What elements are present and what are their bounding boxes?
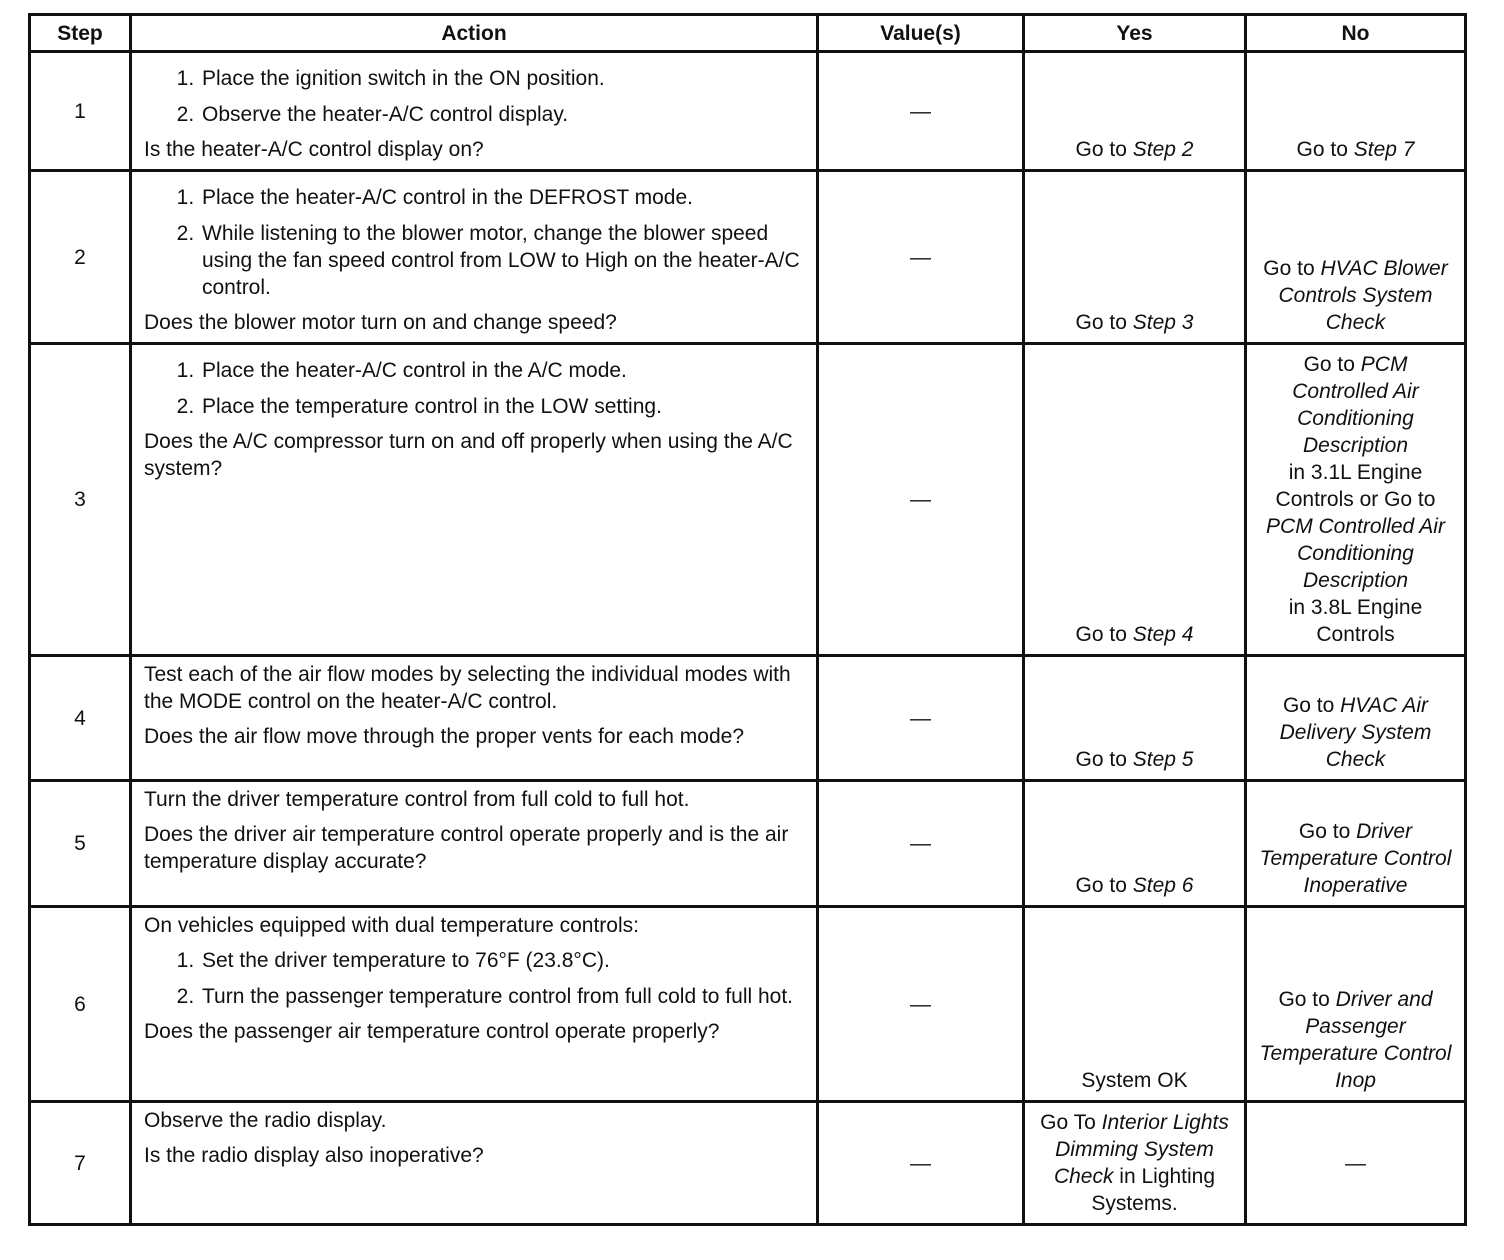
action-item: 1. Place the heater-A/C control in the DEFROST mode.: [200, 184, 804, 211]
action-cell: [131, 781, 818, 907]
no-prefix: Go to: [1263, 257, 1321, 280]
header-no: No: [1246, 15, 1466, 52]
step-number: 5: [30, 781, 131, 907]
yes-link[interactable]: Step 4: [1132, 623, 1194, 646]
action-question: Does the blower motor turn on and change speed?: [144, 311, 617, 334]
no-link[interactable]: HVAC Blower Controls System Check: [1278, 257, 1448, 334]
action-cell: [131, 171, 818, 344]
header-step: Step: [30, 15, 131, 52]
action-item: 1. Set the driver temperature to 76°F (23.8°C).: [200, 947, 804, 974]
table-row: [30, 344, 1466, 656]
no-cell: [1246, 171, 1466, 344]
no-cell: [1246, 907, 1466, 1102]
step-number: 6: [30, 907, 131, 1102]
action-item: 2. Place the temperature control in the LOW setting.: [200, 393, 804, 420]
yes-link[interactable]: Step 2: [1132, 138, 1194, 161]
yes-link[interactable]: Step 6: [1132, 874, 1194, 897]
no-cell: [1246, 656, 1466, 781]
action-item: 2. Turn the passenger temperature control from full cold to full hot.: [200, 983, 804, 1010]
action-list: [144, 184, 804, 301]
yes-link[interactable]: Step 3: [1132, 311, 1194, 334]
table-row: [30, 52, 1466, 171]
action-intro: On vehicles equipped with dual temperature controls:: [144, 914, 639, 937]
action-intro: Test each of the air flow modes by selecting the individual modes with the MODE control on the heater-A/C control.: [144, 663, 791, 713]
yes-cell: [1024, 781, 1246, 907]
table-row: [30, 171, 1466, 344]
no-prefix: Go to: [1282, 694, 1341, 717]
action-question: Does the air flow move through the proper vents for each mode?: [144, 725, 744, 748]
header-row: [30, 15, 1466, 52]
action-list: [144, 947, 804, 1010]
yes-prefix: Go To: [1040, 1111, 1102, 1134]
step-number: 1: [30, 52, 131, 171]
yes-prefix: Go to: [1075, 748, 1133, 771]
action-cell: [131, 656, 818, 781]
diagnostic-table: [28, 13, 1467, 1226]
action-intro: Turn the driver temperature control from full cold to full hot.: [144, 788, 690, 811]
yes-cell: [1024, 52, 1246, 171]
action-list: [144, 65, 804, 128]
yes-prefix: Go to: [1075, 623, 1133, 646]
value-cell: —: [818, 907, 1024, 1102]
yes-link[interactable]: Interior Lights Dimming System Check: [1053, 1111, 1229, 1188]
action-item: 1. Place the heater-A/C control in the A/C mode.: [200, 357, 804, 384]
table-row: [30, 1102, 1466, 1225]
action-item: 1. Place the ignition switch in the ON position.: [200, 65, 804, 92]
yes-suffix: in Lighting Systems.: [1091, 1165, 1216, 1215]
value-cell: —: [818, 171, 1024, 344]
action-question: Is the radio display also inoperative?: [144, 1144, 484, 1167]
step-number: 7: [30, 1102, 131, 1225]
action-question: Is the heater-A/C control display on?: [144, 138, 484, 161]
yes-link[interactable]: Step 5: [1132, 748, 1194, 771]
header-values: Value(s): [818, 15, 1024, 52]
table-row: [30, 656, 1466, 781]
yes-prefix: Go to: [1075, 874, 1133, 897]
action-cell: [131, 907, 818, 1102]
table-row: [30, 907, 1466, 1102]
no-mid-text: in 3.1L Engine Controls or Go to: [1275, 461, 1436, 511]
value-cell: —: [818, 656, 1024, 781]
no-cell: —: [1246, 1102, 1466, 1225]
no-cell: [1246, 344, 1466, 656]
no-link[interactable]: Driver Temperature Control Inoperative: [1259, 820, 1452, 897]
action-item: 2. Observe the heater-A/C control display.: [200, 101, 804, 128]
no-cell: [1246, 781, 1466, 907]
no-end-text: in 3.8L Engine Controls: [1288, 596, 1423, 646]
value-cell: —: [818, 1102, 1024, 1225]
action-list: [144, 357, 804, 420]
step-number: 2: [30, 171, 131, 344]
yes-cell: [1024, 1102, 1246, 1225]
no-link[interactable]: HVAC Air Delivery System Check: [1279, 694, 1432, 771]
yes-cell: [1024, 656, 1246, 781]
action-cell: [131, 52, 818, 171]
header-yes: Yes: [1024, 15, 1246, 52]
no-link[interactable]: Driver and Passenger Temperature Control Inop: [1259, 988, 1452, 1092]
no-link[interactable]: PCM Controlled Air Conditioning Description: [1266, 515, 1445, 592]
yes-cell: System OK: [1024, 907, 1246, 1102]
no-link[interactable]: PCM Controlled Air Conditioning Description: [1292, 353, 1419, 457]
yes-prefix: Go to: [1075, 311, 1133, 334]
value-cell: —: [818, 781, 1024, 907]
no-prefix: Go to: [1296, 138, 1354, 161]
action-question: Does the A/C compressor turn on and off properly when using the A/C system?: [144, 430, 793, 480]
action-question: Does the passenger air temperature control operate properly?: [144, 1020, 720, 1043]
yes-cell: [1024, 344, 1246, 656]
header-action: Action: [131, 15, 818, 52]
action-intro: Observe the radio display.: [144, 1109, 387, 1132]
table-row: [30, 781, 1466, 907]
yes-cell: [1024, 171, 1246, 344]
no-prefix: Go to: [1278, 988, 1336, 1011]
action-question: Does the driver air temperature control operate properly and is the air temperature display accurate?: [144, 823, 789, 873]
action-cell: [131, 1102, 818, 1225]
yes-prefix: Go to: [1075, 138, 1133, 161]
no-prefix: Go to: [1298, 820, 1357, 843]
action-cell: [131, 344, 818, 656]
value-cell: —: [818, 344, 1024, 656]
no-link[interactable]: Step 7: [1353, 138, 1415, 161]
step-number: 4: [30, 656, 131, 781]
step-number: 3: [30, 344, 131, 656]
no-prefix: Go to: [1303, 353, 1361, 376]
no-cell: [1246, 52, 1466, 171]
action-item: 2. While listening to the blower motor, change the blower speed using the fan speed control from LOW to High on the heater-A/C control.: [200, 220, 804, 301]
value-cell: —: [818, 52, 1024, 171]
